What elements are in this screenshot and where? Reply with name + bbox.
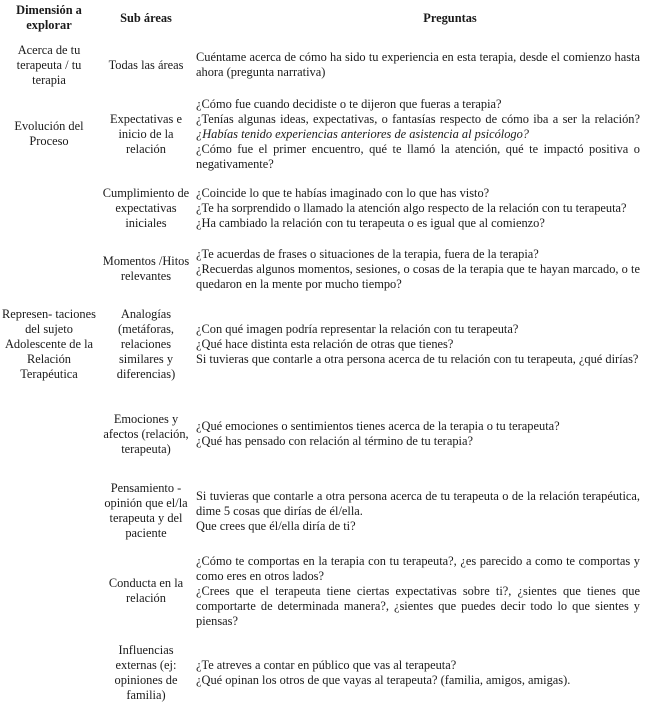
question: ¿Ha cambiado la relación con tu terapeuta o es igual que al comienzo? bbox=[196, 215, 545, 230]
questions-cell bbox=[194, 546, 646, 636]
question: ¿Cómo fue cuando decidiste o te dijeron que fueras a terapia? bbox=[196, 96, 502, 111]
table-row bbox=[0, 174, 646, 242]
question: ¿Tenías algunas ideas, expectativas, o fantasías respecto de cómo iba a ser la relación? bbox=[196, 111, 640, 126]
table-row bbox=[0, 242, 646, 296]
question: ¿Cómo fue el primer encuentro, qué te llamó la atención, qué te impactó positiva o negativamente? bbox=[196, 141, 640, 171]
questions-cell bbox=[194, 636, 646, 710]
question: Si tuvieras que contarle a otra persona acerca de tu relación con tu terapeuta, ¿qué dirías? bbox=[196, 351, 639, 366]
dimension-cell: Acerca de tu terapeuta / tu terapia bbox=[16, 42, 82, 87]
dimension-cell-empty bbox=[0, 546, 98, 636]
question: ¿Coincide lo que te habías imaginado con lo que has visto? bbox=[196, 185, 490, 200]
sub-area-cell: Analogías (metáforas, relaciones similares y diferencias) bbox=[116, 306, 176, 381]
dimension-cell-empty bbox=[0, 636, 98, 710]
question: ¿Qué emociones o sentimientos tienes acerca de la terapia o tu terapeuta? bbox=[196, 419, 560, 433]
question: ¿Te ha sorprendido o llamado la atención algo respecto de la relación con tu terapeuta? bbox=[196, 200, 627, 215]
question: ¿Cómo te comportas en la terapia con tu terapeuta?, ¿es parecido a como te comportas y como eres en otros lados? bbox=[196, 553, 640, 583]
header-sub-areas: Sub áreas bbox=[120, 10, 172, 25]
question: ¿Qué opinan los otros de que vayas al terapeuta? (familia, amigos, amigas). bbox=[196, 673, 571, 687]
dimension-cell-empty bbox=[0, 242, 98, 296]
table-row bbox=[0, 392, 646, 476]
dimension-cell-empty bbox=[0, 476, 98, 546]
question: Si tuvieras que contarle a otra persona acerca de tu terapeuta o de la relación terapéutica, dime 5 cosas que dirías de él/ella. bbox=[196, 488, 640, 518]
header-questions: Preguntas bbox=[423, 10, 477, 25]
table-row bbox=[0, 94, 646, 174]
question: ¿Te acuerdas de frases o situaciones de la terapia, fuera de la terapia? bbox=[196, 246, 539, 261]
header-dimension: Dimensión a explorar bbox=[16, 3, 82, 32]
sub-area-cell: Conducta en la relación bbox=[108, 576, 184, 605]
sub-area-cell: Influencias externas (ej: opiniones de familia) bbox=[114, 643, 178, 702]
questions-cell bbox=[194, 174, 646, 242]
table-row bbox=[0, 546, 646, 636]
dimension-cell-empty bbox=[0, 392, 98, 476]
table-row bbox=[0, 476, 646, 546]
question-italic: ¿Habías tenido experiencias anteriores de asistencia al psicólogo? bbox=[196, 126, 530, 141]
table-row bbox=[0, 296, 646, 392]
question: Cuéntame acerca de cómo ha sido tu experiencia en esta terapia, desde el comienzo hasta ahora (pregunta narrativa) bbox=[196, 50, 640, 79]
question: ¿Qué has pensado con relación al término de tu terapia? bbox=[196, 434, 473, 448]
questions-cell bbox=[194, 242, 646, 296]
sub-area-cell: Momentos /Hitos relevantes bbox=[102, 254, 190, 283]
sub-area-cell: Cumplimiento de expectativas iniciales bbox=[102, 185, 190, 230]
question: ¿Recuerdas algunos momentos, sesiones, o cosas de la terapia que te hayan marcado, o te quedaron en la mente por mucho tiempo? bbox=[196, 261, 640, 291]
table-row bbox=[0, 36, 646, 94]
dimension-cell: Represen- taciones del sujeto Adolescente de la Relación Terapéutica bbox=[2, 306, 96, 381]
question: ¿Crees que el terapeuta tiene ciertas expectativas sobre ti?, ¿sientes que tienes que comportarte de determinada manera?, ¿sientes que puedes decir todo lo que sientes y piensas? bbox=[196, 583, 640, 628]
sub-area-cell: Todas las áreas bbox=[108, 57, 184, 72]
questions-cell bbox=[194, 476, 646, 546]
questions-cell bbox=[194, 94, 646, 174]
questions-cell bbox=[194, 392, 646, 476]
questions-cell bbox=[194, 36, 646, 94]
question: Que crees que él/ella diría de ti? bbox=[196, 518, 356, 533]
header-row bbox=[0, 0, 646, 36]
table-row bbox=[0, 636, 646, 710]
sub-area-cell: Expectativas e inicio de la relación bbox=[110, 111, 182, 156]
question: ¿Qué hace distinta esta relación de otras que tienes? bbox=[196, 336, 454, 351]
question: ¿Te atreves a contar en público que vas al terapeuta? bbox=[196, 658, 457, 672]
sub-area-cell: Pensamiento -opinión que el/la terapeuta y del paciente bbox=[104, 481, 188, 540]
questions-cell bbox=[194, 296, 646, 392]
dimension-cell: Evolución del Proceso bbox=[14, 119, 84, 148]
question: ¿Con qué imagen podría representar la relación con tu terapeuta? bbox=[196, 321, 519, 336]
dimension-cell-empty bbox=[0, 174, 98, 242]
sub-area-cell: Emociones y afectos (relación, terapeuta) bbox=[103, 411, 189, 456]
